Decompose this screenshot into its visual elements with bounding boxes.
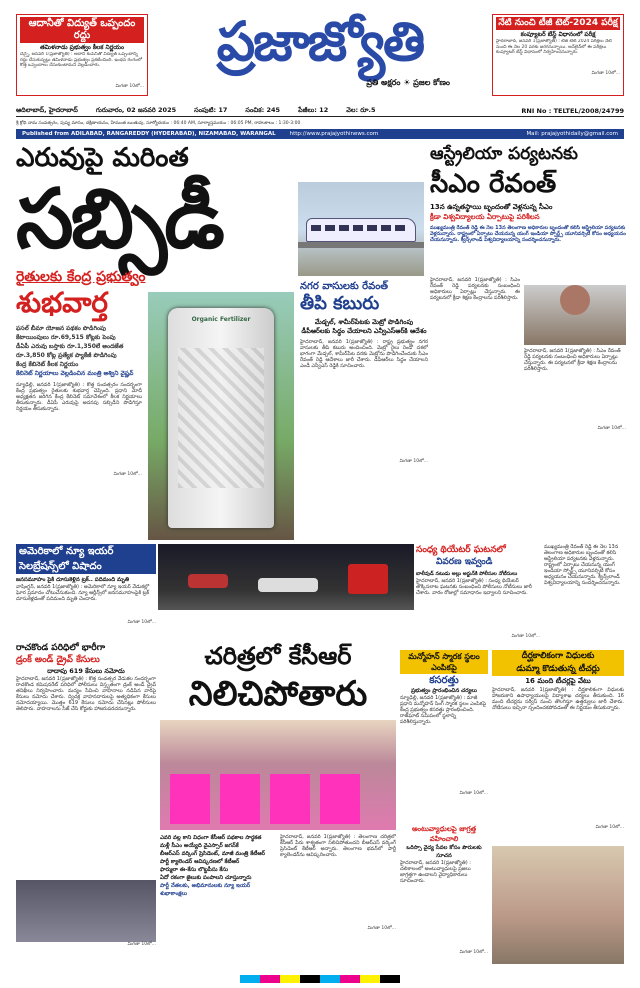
teachers-more: మిగతా 10లో...	[595, 825, 624, 830]
left-ear-headline: ఆదానీతో విద్యుత్ ఒప్పందం రద్దు	[20, 17, 144, 43]
right-ear-more: మిగతా 10లో...	[591, 71, 620, 76]
lead-bullets	[16, 324, 142, 378]
metro-headline: నగర వాసులకు రేవంత్	[300, 281, 389, 292]
australia-deck: 13న ఉన్నతస్థాయి బృందంతో వెళ్లనున్న సీఎం	[430, 203, 553, 211]
manmohan-more: మిగతా 10లో...	[459, 791, 488, 796]
lead-subhead-2: శుభవార్త	[16, 286, 109, 319]
australia-story	[430, 142, 626, 472]
metro-body: హైదరాబాద్, జనవరి 1(ప్రజాజ్యోతి) : రాష్ట్ర ప్రభుత్వం నగర వాసులకు తీపి కబురు అందించింది. మెట్రో రైలు రెండో దశలో భాగంగా మేడ్చల్, శామీర్‌పేట వరకు మెట్రోను పొడిగించేందుకు సీఎం రేవంత్ రెడ్డి ఆదేశాలు జారీ చేశారు. డీపీఆర్‌లు సిద్ధం చేయాలని ఎండీ ఎన్వీఎస్ రెడ్డికి సూచించారు.	[300, 339, 428, 369]
right-ear-headline: నేటి నుంచి టీజీ టెట్-2024 పరీక్ష	[496, 17, 620, 30]
dateline-bar	[16, 105, 624, 117]
calendar-launch-photo	[160, 720, 396, 830]
drunk-body: హైదరాబాద్, జనవరి 1(ప్రజాజ్యోతి) : కొత్త సంవత్సర వేడుకల సందర్భంగా రాచకొండ కమిషనరేట్ పరిధిలో పోలీసులు విస్తృతంగా డ్రంక్ అండ్ డ్రైవ్ తనిఖీలు నిర్వహించారు. మద్యం సేవించి వాహనాలు నడిపిన వారిపై కేసులు నమోదు చేశారు. ద్విచక్ర వాహనదారులపై అత్యధికంగా కేసులు నమోదయ్యాయి. మొత్తం 619 కేసులు నమోదు చేసినట్లు పోలీసులు తెలిపారు. వాహనాలను సీజ్ చేసి కోర్టుకు హాజరుపరచనున్నారు.	[16, 676, 156, 712]
drunk-more: మిగతా 10లో...	[127, 942, 156, 947]
teachers-headline: దీర్ఘకాలికంగా విధులకు	[492, 650, 624, 663]
lead-bullet: కేబినెట్ నిర్ణయాలు వెల్లడించిన మంత్రి అశ్విని వైష్ణవ్	[16, 370, 134, 377]
dateline-issue: సంచిక: 245	[245, 105, 281, 114]
drunk-drive-story	[16, 642, 156, 982]
lead-bullet: రూ.3,850 కోట్ల ప్రత్యేక ప్యాకేజీ పొడిగింపు	[16, 352, 117, 359]
lead-kicker: ఎరువుపై మరింత	[16, 143, 189, 173]
left-ear-box	[16, 14, 148, 96]
lead-bullet: ఫసల్ బీమా యోజన పథకం పొడిగింపు	[16, 325, 106, 332]
published-places: Published from ADILABAD, RANGAREDDY (HYDERABAD), NIZAMABAD, WARANGAL	[22, 131, 276, 137]
newyear-more: మిగతా 10లో...	[127, 620, 156, 625]
drunk-headline: రాచకొండ పరిధిలో భారీగా	[16, 643, 106, 653]
teachers-headline-2: డుమ్మా కొడుతున్న టీచర్లు	[492, 663, 624, 676]
fever-body: హైదరాబాద్, జనవరి 1(ప్రజాజ్యోతి) : చలికాలంలో అంటువ్యాధులపై ప్రజలు జాగ్రత్తగా ఉండాలని వైద్యాధికారులు సూచించారు.	[400, 860, 471, 884]
dateline-volume: సంపుటి: 17	[194, 105, 228, 114]
kcr-headline: చరిత్రలో కేసీఆర్	[204, 642, 352, 670]
newyear-story	[16, 544, 156, 634]
lead-bullet: కేంద్ర కేబినెట్ కీలక నిర్ణయం	[16, 361, 79, 368]
manmohan-story	[400, 650, 488, 820]
metro-photo	[298, 182, 424, 276]
fever-deck: ఒరిస్సా వైద్య సేవల కోసం పౌరులకు సూచన	[406, 845, 482, 859]
dateline-price: వెల: రూ.5	[346, 105, 376, 114]
manmohan-headline: మన్మోహన్ స్మారక స్థలం ఎంపికపై	[400, 650, 488, 674]
metro-track	[298, 242, 424, 248]
kcr-point: ఏదో రకంగా జైలుకు పంపాలని చూస్తున్నారు	[160, 875, 252, 881]
sandhya-body: హైదరాబాద్, జనవరి 1(ప్రజాజ్యోతి) : సంధ్య థియేటర్ తొక్కిసలాట ఘటనకు సంబంధించి పోలీసులు నోటీసులు జారీ చేశారు. వారం రోజుల్లో సమాధానం ఇవ్వాలని సూచించారు.	[416, 578, 532, 596]
australia-intro: ముఖ్యమంత్రి రేవంత్ రెడ్డి ఈ నెల 13న తెలంగాణ అధికారుల బృందంతో కలిసి ఆస్ట్రేలియా పర్యటనకు వెళ్లనున్నారు. రాష్ట్రంలో ఏర్పాటు చేయనున్న యంగ్ ఇండియా స్పోర్ట్స్ యూనివర్సిటీ కోసం అధ్యయనం చేయనున్నారు. క్వీన్స్‌లాండ్ విశ్వవిద్యాలయాన్ని సందర్శించనున్నారు.	[430, 225, 626, 243]
fever-story	[400, 824, 488, 984]
left-ear-subhead: తమిళనాడు ప్రభుత్వం కీలక నిర్ణయం	[39, 44, 125, 51]
newyear-headline: అమెరికాలో న్యూ ఇయర్	[16, 544, 156, 559]
drunk-headline-2: డ్రంక్ అండ్ డ్రైవ్ కేసులు	[16, 655, 100, 665]
police-checkpoint-photo	[16, 880, 156, 942]
sandhya-story	[416, 544, 540, 664]
kcr-point: పార్టీ క్యాలెండర్ ఆవిష్కరణలో కేటీఆర్	[160, 859, 240, 865]
fever-headline-2: వహించాలి	[429, 835, 459, 843]
kcr-point: పార్టీ నేతలకు, అభిమానులకు న్యూ ఇయర్ శుభాకాంక్షలు	[160, 883, 251, 897]
australia-continuation: ముఖ్యమంత్రి రేవంత్ రెడ్డి ఈ నెల 13న తెలంగాణ అధికారుల బృందంతో కలిసి ఆస్ట్రేలియా పర్యటనకు వెళ్లనున్నారు. రాష్ట్రంలో ఏర్పాటు చేయనున్న యంగ్ ఇండియా స్పోర్ట్స్ యూనివర్సిటీ కోసం అధ్యయనం చేయనున్నారు. క్వీన్స్‌లాండ్ విశ్వవిద్యాలయాన్ని సందర్శించనున్నారు.	[544, 544, 621, 586]
kcr-story	[160, 640, 396, 986]
lead-subhead: రైతులకు కేంద్ర ప్రభుత్వం	[16, 269, 146, 285]
print-color-bar	[240, 975, 400, 983]
manmohan-body: న్యూఢిల్లీ, జనవరి 1(ప్రజాజ్యోతి) : మాజీ ప్రధాని మన్మోహన్ సింగ్ స్మారక స్థలం ఎంపికపై కేంద్ర ప్రభుత్వం కసరత్తు ప్రారంభించింది. రాజ్‌ఘాట్ సమీపంలో స్థలాన్ని పరిశీలిస్తున్నారు.	[400, 695, 487, 725]
kcr-point: మళ్లీ సీఎం అయ్యేది వైఎస్సార్ జగన్‌కే	[160, 843, 239, 849]
australia-body: హైదరాబాద్, జనవరి 1(ప్రజాజ్యోతి) : సీఎం రేవంత్ రెడ్డి పర్యటనకు సంబంధించి అధికారులు ఏర్పాట్లు చేస్తున్నారు. ఈ పర్యటనలో క్రీడా శిక్షణ కేంద్రాలను పరిశీలిస్తారు.	[430, 277, 520, 301]
metro-story	[300, 280, 428, 520]
fever-headline: అంటువ్యాధులపై జాగ్రత్త	[411, 825, 477, 833]
sandhya-more: మిగతా 10లో...	[511, 634, 540, 639]
kcr-point: బీఆర్ఎస్ వర్కింగ్ ప్రెసిడెంట్, మాజీ మంత్రి కేటీఆర్	[160, 851, 266, 857]
dateline-rni: RNI No : TELTEL/2008/24799	[521, 106, 624, 115]
australia-headline: ఆస్ట్రేలియా పర్యటనకు	[430, 144, 578, 164]
kcr-more: మిగతా 10లో...	[367, 926, 396, 931]
teachers-deck: 16 మంది టీచర్లపై వేటు	[525, 677, 591, 685]
sandhya-headline-2: వివరణ ఇవ్వండి	[436, 557, 493, 567]
fever-more: మిగతా 10లో...	[459, 950, 488, 955]
metro-more: మిగతా 10లో...	[399, 459, 428, 464]
email-link[interactable]: Mail: prajajyothidaily@gmail.com	[526, 131, 618, 137]
manmohan-deck: ప్రభుత్వం ప్రారంభించిన చర్యలు	[411, 688, 477, 694]
classroom-photo	[492, 846, 624, 964]
teachers-body: హైదరాబాద్, జనవరి 1(ప్రజాజ్యోతి) : దీర్ఘకాలికంగా విధులకు హాజరుకాని ఉపాధ్యాయులపై విద్యాశాఖ చర్యలు తీసుకుంది. 16 మంది టీచర్లను సర్వీస్ నుంచి తొలగిస్తూ ఉత్తర్వులు జారీ చేశారు. నోటీసులు ఇచ్చినా స్పందించకపోవడంతో ఈ నిర్ణయం తీసుకున్నారు.	[492, 687, 624, 711]
newspaper-tagline: ప్రతి అక్షరం ☀ ప్రజల కోణం	[366, 78, 450, 87]
left-ear-more: మిగతా 10లో...	[115, 84, 144, 89]
lead-headline: సబ్సిడీ	[16, 172, 222, 267]
sandhya-headline: సంధ్య థియేటర్ ఘటనలో	[416, 545, 506, 555]
australia-deck-2: క్రీడా విశ్వవిద్యాలయ ఏర్పాటుపై పరిశీలన	[430, 213, 540, 221]
kcr-body: హైదరాబాద్, జనవరి 1(ప్రజాజ్యోతి) : తెలంగాణ చరిత్రలో కేసీఆర్ పేరు శాశ్వతంగా నిలిచిపోతుందని బీఆర్ఎస్ వర్కింగ్ ప్రెసిడెంట్ కేటీఆర్ అన్నారు. తెలంగాణ భవన్‌లో పార్టీ క్యాలెండర్‌ను ఆవిష్కరించారు.	[280, 834, 396, 858]
teachers-story	[492, 650, 624, 840]
dateline-place: ఆదిలాబాద్, హైదరాబాద్	[16, 105, 78, 114]
metro-train	[306, 218, 416, 242]
sandhya-deck: బాలీవుడ్ నటుడు అల్లు అర్జున్‌కి పోలీసుల నోటీసులు	[416, 571, 518, 577]
drunk-deck: దాదాపు 619 కేసులు నమోదు	[47, 667, 125, 675]
lead-body: న్యూఢిల్లీ, జనవరి 1(ప్రజాజ్యోతి) : కొత్త సంవత్సరం సందర్భంగా కేంద్ర ప్రభుత్వం రైతులకు శుభవార్త చెప్పింది. ప్రధాని మోదీ అధ్యక్షతన జరిగిన కేంద్ర కేబినెట్ సమావేశంలో కీలక నిర్ణయాలు తీసుకున్నారు. డీఏపీ ఎరువుపై అదనపు సబ్సిడీని పొడిగిస్తూ నిర్ణయం తీసుకున్నారు.	[16, 382, 142, 412]
lead-bullet: కేటాయింపులు రూ.69,515 కోట్లకు పెంపు	[16, 334, 116, 341]
australia-headline-2: సీఎం రేవంత్	[430, 169, 557, 199]
metro-deck: మేడ్చల్, శామీర్‌పేటకు మెట్రో పొడిగింపు డీపీఆర్‌లకు సిద్ధం చేయాలని ఎన్వీఎస్ఆర్‌కి ఆదేశం	[301, 318, 427, 335]
published-bar	[16, 129, 624, 139]
lead-bullet: డీఏపీ ఎరువు బస్తాకు రూ.1,350లే అందజేత	[16, 343, 124, 350]
australia-body-more: హైదరాబాద్, జనవరి 1(ప్రజాజ్యోతి) : సీఎం రేవంత్ రెడ్డి పర్యటనకు సంబంధించి అధికారులు ఏర్పాట్లు చేస్తున్నారు. ఈ పర్యటనలో క్రీడా శిక్షణ కేంద్రాలను పరిశీలిస్తారు.	[524, 348, 621, 372]
panchangam-strip: శ్రీ క్రోధి నామ సంవత్సరం, పుష్య మాసం, దక్షిణాయనం, హేమంత ఋతువు, సూర్యోదయం : 06:40 AM, సూర్యాస్తమయం : 06:05 PM, రాహుకాలం : 1:30-3:00	[16, 121, 301, 126]
newyear-headline-2: సెలబ్రేషన్స్‌లో విషాదం	[16, 559, 156, 574]
website-link[interactable]: http://www.prajajyothinews.com	[289, 131, 379, 137]
bag-pattern	[178, 348, 264, 488]
kcr-headline-2: నిలిచిపోతారు	[188, 674, 368, 714]
lead-more: మిగతా 10లో...	[113, 472, 142, 477]
newyear-body: వాషింగ్టన్, జనవరి 1(ప్రజాజ్యోతి) : అమెరికాలో న్యూ ఇయర్ వేడుకల్లో ఘోర ప్రమాదం చోటుచేసుకుంది. న్యూ ఆర్లీన్స్‌లో జనసమూహంపైకి ట్రక్ దూసుకెళ్లడంతో పదిమంది మృతి చెందారు.	[16, 584, 150, 602]
right-ear-body: హైదరాబాద్, జనవరి 1(ప్రజాజ్యోతి) : టీజీ టెట్ 2024 పరీక్షలు నేటి నుంచి ఈ నెల 20 వరకు జరగనున్నాయి. ఆన్‌లైన్‌లో ఈ పరీక్షలు కంప్యూటర్ బేస్డ్ విధానంలో నిర్వహించనున్నారు.	[496, 39, 612, 55]
newspaper-title: ప్రజాజ్యోతి	[216, 9, 424, 73]
bag-label: Organic Fertilizer	[191, 316, 251, 323]
right-ear-subhead: కంప్యూటర్ బేస్డ్ విధానంలో పరీక్ష	[520, 31, 596, 38]
australia-more: మిగతా 10లో...	[597, 426, 626, 431]
fertilizer-bag-photo	[148, 292, 294, 540]
manmohan-headline-2: కసరత్తు	[429, 675, 459, 686]
dateline-date: గురువారం, 02 జనవరి 2025	[95, 105, 177, 114]
left-ear-body: చెన్నై, జనవరి 1(ప్రజాజ్యోతి) : అదానీ కంపెనీతో విద్యుత్ ఒప్పందాన్ని రద్దు చేసుకున్నట్లు తమిళనాడు ప్రభుత్వం ప్రకటించింది. ఇంధన రంగంలో కొత్త ఒప్పందాలు చేసుకుంటామని వెల్లడించారు.	[20, 52, 142, 68]
metro-headline-2: తీపి కబురు	[300, 293, 380, 314]
fertilizer-bag	[168, 308, 274, 528]
newyear-deck: జనసమూహం పైకి దూసుకెళ్లిన ట్రక్.. పదిమంది మృతి	[16, 577, 130, 583]
crash-photo	[158, 544, 414, 610]
masthead-logo	[150, 4, 490, 92]
revanth-photo	[524, 285, 626, 345]
right-ear-box	[492, 14, 624, 96]
kcr-point: ఫార్ములా ఈ-కేసు లొట్టపీసు కేసు	[160, 867, 229, 873]
kcr-point: ఎవరి వల్ల కాని విధంగా కేసీఆర్ పథకాల సార్థకత	[160, 835, 262, 841]
dateline-pages: పేజీలు: 12	[298, 105, 329, 114]
